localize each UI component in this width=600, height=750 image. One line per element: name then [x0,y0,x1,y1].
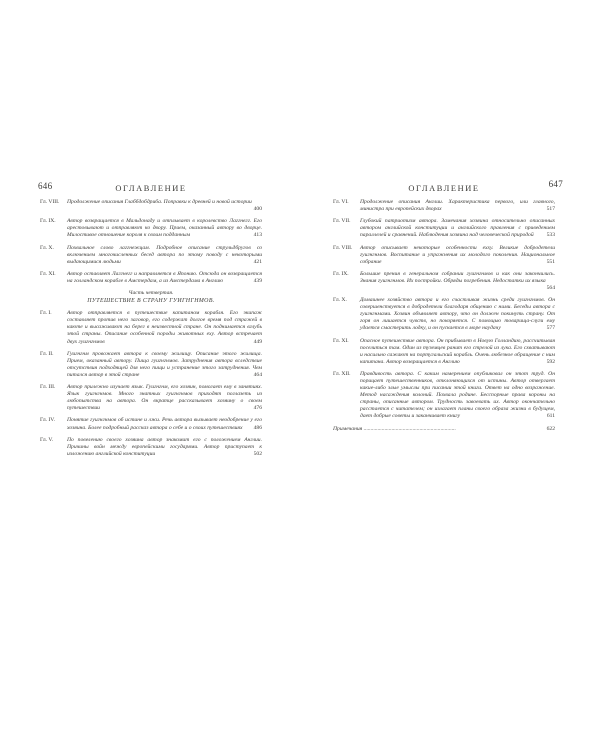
left-toc-entries-top [40,199,262,285]
page-ref: 517 [546,206,555,213]
chapter-number: Гл. IX. [40,218,56,225]
toc-entry[interactable] [40,437,262,458]
page-ref: 421 [253,258,262,265]
chapter-summary-wrap [360,271,555,292]
toc-entry[interactable] [40,417,262,431]
chapter-summary-wrap [360,218,555,239]
toc-entry[interactable] [333,371,555,420]
toc-entry[interactable] [333,338,555,366]
notes-page: 622 [546,425,555,432]
toc-entry[interactable] [333,245,555,266]
page-ref: 564 [546,285,555,292]
page-ref: 486 [253,424,262,431]
right-page [333,179,563,433]
toc-entry[interactable] [333,199,555,213]
page-ref: 464 [253,371,262,378]
toc-entry[interactable] [40,218,262,239]
chapter-number: Гл. VI. [333,199,349,205]
toc-entry[interactable] [40,199,262,213]
page-ref: 439 [253,277,262,284]
page-ref: 476 [253,405,262,412]
chapter-summary-wrap [360,338,555,366]
left-page-header [40,183,262,199]
chapter-summary: Большие прения в генеральном собрании гуигнгнмов и как они закончились. Знания гуигнгнмов. Их постройки. Обряды погребения. Недостатки их языка [360,270,555,284]
toc-entry[interactable] [333,218,555,239]
chapter-summary: По повелению своего хозяина автор знакомит его с положением Англии. Причины войн между европейскими государями. Автор приступает к изложению английской конституции [67,436,262,457]
chapter-summary: Автор возвращается в Мальдонаду и отплывает в королевство Лаггнегг. Его арестовывают и отправляют ко двору. Прием, оказанный автору во дворце. Милостивое отношение короля к своим подданным [67,218,262,239]
chapter-summary: Похвальное слово лаггнежцам. Подробное описание струльдбругов со включением многочисленных бесед автора по этому поводу с некоторыми выдающимися людьми [67,244,262,265]
chapter-summary: Опасное путешествие автора. Он прибывает в Новую Голландию, рассчитывая поселиться там. Один из туземцев ранит его стрелой из лука. Его схватывают и насильно сажают на португальский корабль. Очень любезное обращение с ним капитана. Автор возвращается в Англию [360,337,555,365]
page-ref: 449 [253,338,262,345]
chapter-summary-wrap [360,297,555,332]
chapter-summary-wrap [67,437,262,458]
chapter-summary-wrap [67,310,262,345]
chapter-summary-wrap [360,199,555,213]
chapter-summary: Понятие гуигнгнмов об истине и лжи. Речь автора вызывает неодобрение у его хозяина. Более подробный рассказ автора о себе и о своих путешествиях [67,417,262,431]
page-ref: 533 [546,232,555,239]
page-ref: 502 [253,450,262,457]
chapter-summary: Автор отправляется в путешествие капитаном корабля. Его экипаж составляет против него заговор, его содержат долгое время под стражей в каюте и высаживают на берег в неизвестной стране. Он поднимается вглубь этой страны. Описание особенной породы животных еху. Автор встречает двух гуигнгнмов [67,310,262,345]
right-toc-entries [333,199,555,420]
chapter-summary-wrap [67,384,262,412]
chapter-number: Гл. VIII. [333,244,353,251]
left-page-number: 646 [38,181,53,191]
chapter-summary-wrap [67,271,262,285]
chapter-summary: Автор описывает некоторые особенности ехху. Великие добродетели гуигнгнмов. Воспитание и упражнения их молодого поколения. Национальное собрание [360,244,555,265]
part-title: ПУТЕШЕСТВИЕ В СТРАНУ ГУИГНГНМОВ. [87,298,215,305]
chapter-summary-wrap [67,218,262,239]
left-running-title: ОГЛАВЛЕНИЕ [115,184,187,193]
chapter-summary: Продолжение описания Глаббдобдриба. Поправки к древней и новой истории [67,199,252,205]
chapter-number: Гл. XII. [333,371,351,378]
toc-entry[interactable] [333,271,555,292]
chapter-summary-wrap [67,245,262,266]
toc-entry[interactable] [40,351,262,379]
part-label: Часть четвертая. [128,290,174,297]
chapter-number: Гл. XI. [40,270,56,277]
chapter-number: Гл. I. [40,310,52,317]
chapter-summary-wrap [67,199,262,213]
chapter-number: Гл. X. [333,297,347,304]
right-running-title: ОГЛАВЛЕНИЕ [408,184,480,193]
chapter-number: Гл. VII. [333,218,351,225]
chapter-summary: Автор оставляет Лаггнегг и направляется в Японию. Отсюда он возвращается на голландском корабле в Амстердам, а из Амстердама в Англию [67,270,262,284]
chapter-number: Гл. II. [40,350,54,357]
chapter-summary: Продолжение описания Англии. Характеристика первого, или главного, министра при европейских дворах [360,199,555,213]
chapter-summary: Домашнее хозяйство автора и его счастливая жизнь среди гуигнгнмов. Он совершенствуется в добродетели благодаря общению с ними. Беседы автора с гуигнгнмами. Хозяин объявляет автору, что он должен покинуть страну. От горя он лишается чувств, но покоряется. С помощью товарища-слуги ему удается смастерить лодку, и он пускается в море наудачу [360,297,555,332]
toc-entry[interactable] [333,297,555,332]
right-page-number: 647 [548,179,563,189]
chapter-number: Гл. X. [40,244,54,251]
toc-entry[interactable] [40,310,262,345]
chapter-summary-wrap [360,371,555,420]
toc-entry[interactable] [40,271,262,285]
chapter-number: Гл. IV. [40,417,55,424]
toc-entry-notes[interactable]: Примечания .................................................................. 622 [333,425,555,432]
toc-entry[interactable] [40,245,262,266]
left-page [40,183,262,463]
chapter-summary: Автор прилежно изучает язык. Гуигнгнм, его хозяин, помогает ему в занятиях. Язык гуигнгнмов. Много знатных гуигнгнмов приходят поглазеть из любопытства на автора. Он вкратце рассказывает хозяину о своем путешествии [67,384,262,412]
page-ref: 551 [546,258,555,265]
page-ref: 577 [546,325,555,332]
page-ref: 400 [253,206,262,213]
chapter-summary: Правдивость автора. С каким намерением опубликовал он этот труд. Он порицает путешественников, отклоняющихся от истины. Автор отвергает какие-либо злые умыслы при писании этой книги. Ответ на одно возражение. Метод насаждения колоний. Похвала родине. Бесспорные права короны на страны, описанные автором. Трудность завоевать их. Автор окончательно расстается с читателем; он излагает планы своего образа жизни в будущем, дает добрые советы и заканчивает книгу [360,371,555,420]
page-ref: 413 [253,232,262,239]
chapter-number: Гл. VIII. [40,199,60,205]
chapter-summary-wrap [360,245,555,266]
chapter-number: Гл. III. [40,384,56,391]
chapter-number: Гл. V. [40,436,54,443]
chapter-summary-wrap [67,351,262,379]
page-ref: 592 [546,358,555,365]
chapter-summary: Глубокий патриотизм автора. Замечания хозяина относительно описанных автором английской конституции и английского правления с приведением параллелей и сравнений. Наблюдения хозяина над человеческой природой [360,218,555,239]
right-page-header [333,179,563,199]
notes-label: Примечания [333,425,363,432]
chapter-summary-wrap [67,417,262,431]
page-ref: 611 [546,413,555,420]
left-toc-entries-bottom [40,310,262,458]
chapter-number: Гл. XI. [333,337,349,344]
chapter-summary: Гуигнгнм провожает автора к своему жилищу. Описание этого жилища. Прием, оказанный автору. Пища гуигнгнмов. Затруднения автора вследствие отсутствия подходящей для него пищи и устранение этого затруднения. Чем питался автор в этой стране [67,350,262,378]
toc-entry[interactable] [40,384,262,412]
chapter-number: Гл. IX. [333,270,349,277]
